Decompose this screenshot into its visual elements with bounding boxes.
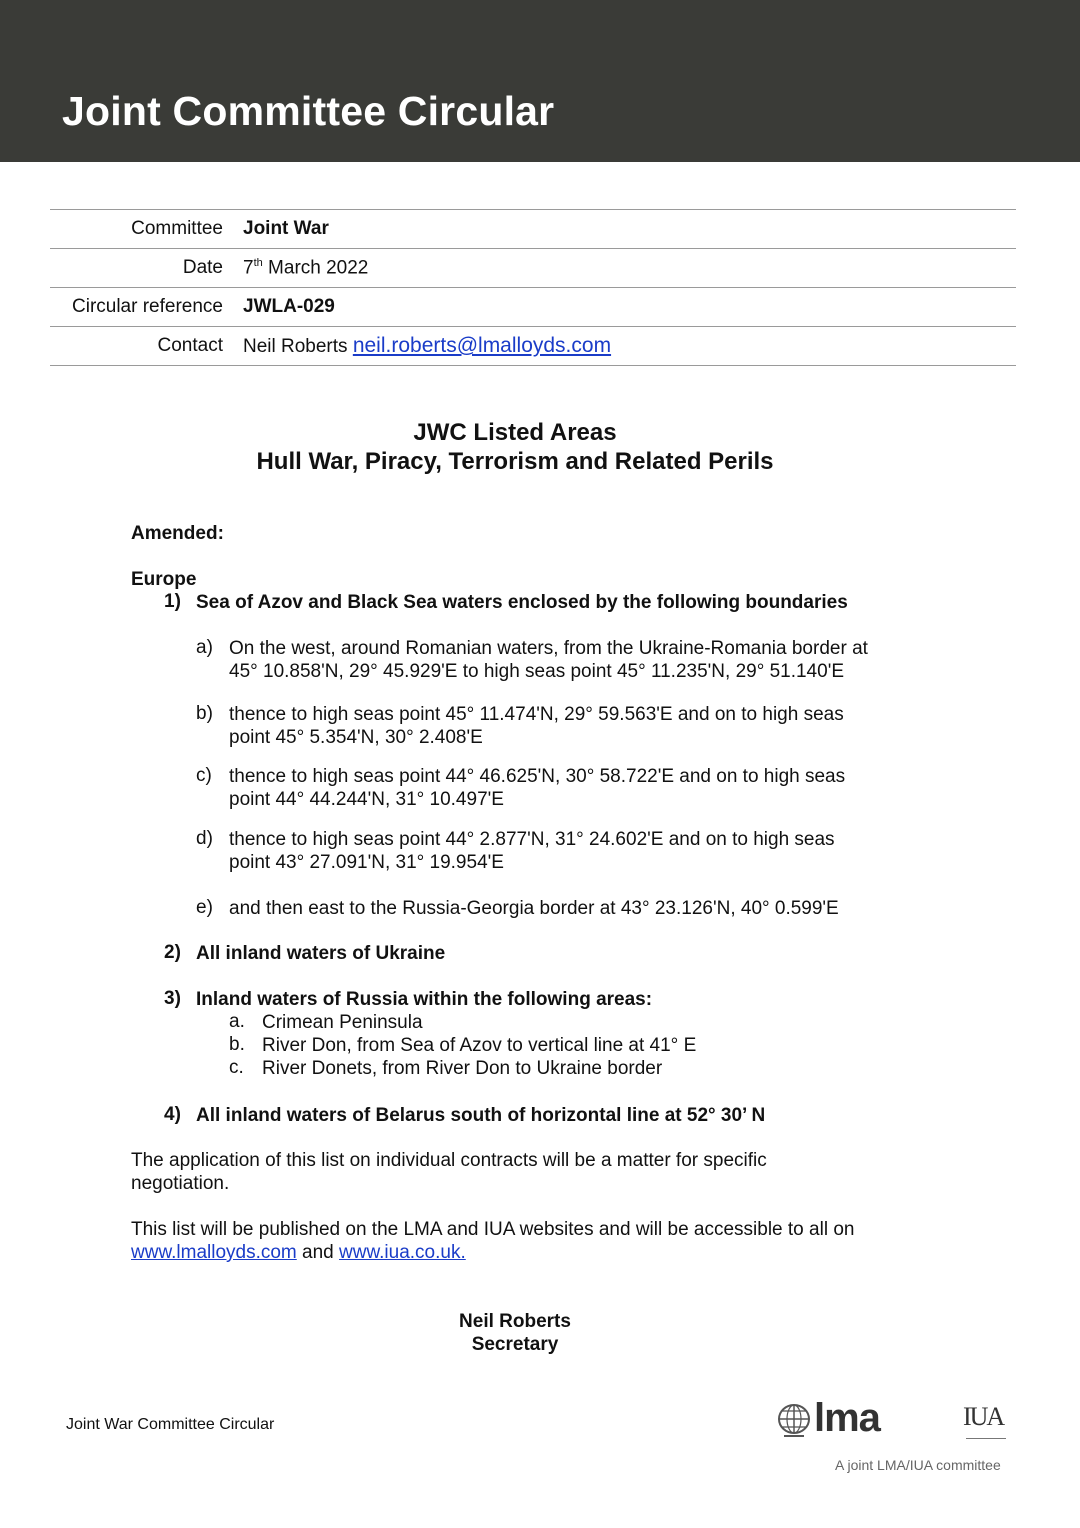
lma-logo — [776, 1396, 901, 1442]
contact-email-link[interactable]: neil.roberts@lmalloyds.com — [352, 334, 612, 357]
item-2-title: All inland waters of Ukraine — [196, 943, 446, 964]
item-1-title: Sea of Azov and Black Sea waters enclosed by the following boundaries — [196, 592, 848, 613]
heading-line-2: Hull War, Piracy, Terrorism and Related Perils — [256, 448, 774, 475]
boundary-c-line-1: thence to high seas point 44° 46.625'N, 30° 58.722'E and on to high seas — [229, 766, 846, 787]
reference-value: JWLA-029 — [243, 296, 335, 317]
date-day: 7 — [243, 257, 254, 279]
iua-logo — [963, 1400, 1009, 1442]
boundary-c-letter: c) — [196, 765, 212, 786]
iua-link[interactable]: www.iua.co.uk. — [339, 1242, 466, 1263]
contact-value — [243, 334, 611, 358]
footer-label: Joint War Committee Circular — [66, 1416, 275, 1433]
region-label: Europe — [131, 569, 197, 590]
boundary-b-line-1: thence to high seas point 45° 11.474'N, 29° 59.563'E and on to high seas — [229, 704, 844, 725]
item-4-title: All inland waters of Belarus south of horizontal line at 52° 30’ N — [196, 1105, 766, 1126]
item-2-number: 2) — [164, 942, 181, 963]
heading-line-1: JWC Listed Areas — [413, 419, 617, 446]
date-label: Date — [182, 257, 223, 278]
boundary-e-letter: e) — [196, 897, 213, 918]
russia-area-a-letter: a. — [229, 1011, 245, 1032]
document-title: Joint Committee Circular — [62, 88, 555, 134]
paragraph-1-line-1: The application of this list on individual contracts will be a matter for specific — [131, 1150, 767, 1171]
paragraph-1-line-2: negotiation. — [131, 1173, 230, 1194]
footer-committee-note: A joint LMA/IUA committee — [835, 1457, 1001, 1473]
metadata-table — [50, 209, 1016, 366]
russia-area-a-text: Crimean Peninsula — [262, 1012, 423, 1033]
paragraph-2-line-1: This list will be published on the LMA and IUA websites and will be accessible to all on — [131, 1219, 855, 1240]
date-rest: March 2022 — [262, 257, 369, 279]
russia-area-c-letter: c. — [229, 1057, 244, 1078]
meta-row-committee — [50, 210, 1016, 249]
meta-row-date — [50, 249, 1016, 288]
item-3-number: 3) — [164, 988, 181, 1009]
iua-wordmark: IUA — [963, 1402, 1004, 1431]
header-banner — [0, 0, 1080, 162]
boundary-d-line-1: thence to high seas point 44° 2.877'N, 31° 24.602'E and on to high seas — [229, 829, 835, 850]
lma-wordmark: lma — [814, 1396, 880, 1440]
item-4-number: 4) — [164, 1104, 181, 1125]
meta-row-contact — [50, 327, 1016, 366]
iua-logo-rule — [966, 1438, 1006, 1439]
russia-area-b-text: River Don, from Sea of Azov to vertical line at 41° E — [262, 1035, 697, 1056]
boundary-d-line-2: point 43° 27.091'N, 31° 19.954'E — [229, 852, 504, 873]
boundary-e-line-1: and then east to the Russia-Georgia border at 43° 23.126'N, 40° 0.599'E — [229, 898, 839, 919]
signature-name: Neil Roberts — [459, 1311, 571, 1332]
boundary-b-line-2: point 45° 5.354'N, 30° 2.408'E — [229, 727, 483, 748]
reference-label: Circular reference — [72, 296, 223, 317]
and-text: and — [296, 1242, 340, 1263]
committee-label: Committee — [131, 218, 223, 239]
contact-label: Contact — [157, 335, 223, 356]
boundary-a-line-1: On the west, around Romanian waters, from the Ukraine-Romania border at — [229, 638, 868, 659]
russia-area-b-letter: b. — [229, 1034, 245, 1055]
date-suffix: th — [253, 256, 263, 269]
paragraph-2-line-2 — [131, 1241, 466, 1264]
boundary-d-letter: d) — [196, 828, 213, 849]
amended-label: Amended: — [131, 523, 224, 544]
boundary-a-letter: a) — [196, 637, 213, 658]
committee-value: Joint War — [243, 218, 329, 239]
signature-title: Secretary — [471, 1334, 559, 1355]
item-1-number: 1) — [164, 591, 181, 612]
meta-row-reference — [50, 288, 1016, 327]
boundary-b-letter: b) — [196, 703, 213, 724]
russia-area-c-text: River Donets, from River Don to Ukraine border — [262, 1058, 663, 1079]
globe-icon — [776, 1401, 812, 1441]
boundary-a-line-2: 45° 10.858'N, 29° 45.929'E to high seas point 45° 11.235'N, 29° 51.140'E — [229, 661, 844, 682]
lmalloyds-link[interactable]: www.lmalloyds.com — [131, 1242, 297, 1263]
item-3-title: Inland waters of Russia within the following areas: — [196, 989, 653, 1010]
contact-name: Neil Roberts — [243, 336, 348, 357]
boundary-c-line-2: point 44° 44.244'N, 31° 10.497'E — [229, 789, 504, 810]
date-value — [243, 257, 368, 279]
